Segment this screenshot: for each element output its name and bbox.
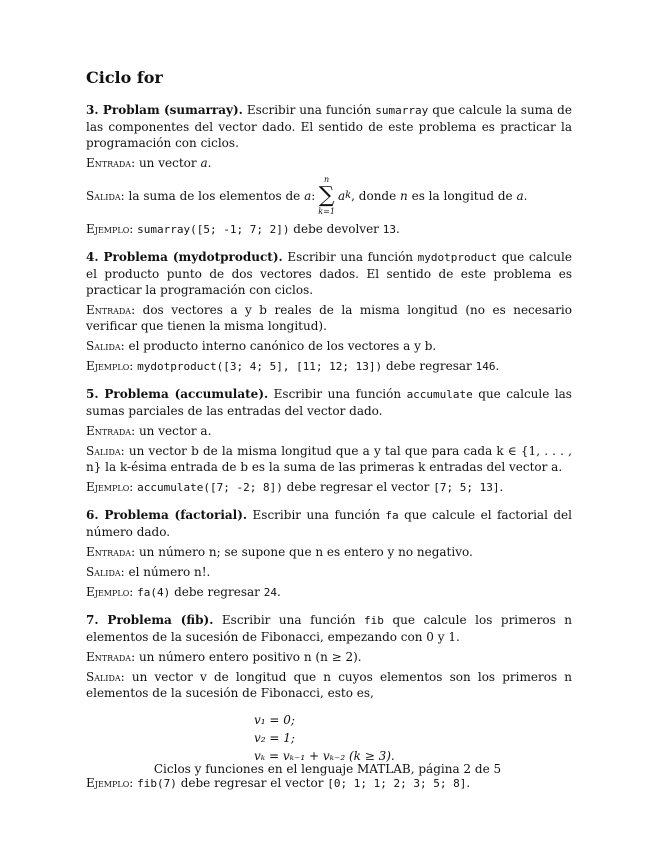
problem-5-intro-rest: que calcule las sumas parciales de las entradas del vector dado. xyxy=(86,387,572,418)
problem-5-function-name: accumulate xyxy=(406,388,473,401)
ejemplo-result: 146 xyxy=(475,360,496,373)
ejemplo-code: accumulate([7; -2; 8]) xyxy=(137,481,283,494)
problem-7-intro-rest: que calcule los primeros n elementos de la sucesión de Fibonacci, empezando con 0 y 1. xyxy=(86,613,572,644)
problem-6 xyxy=(86,507,572,601)
salida-label: Salida xyxy=(86,339,121,353)
ejemplo-code: fib(7) xyxy=(137,777,177,790)
problem-5-entrada xyxy=(86,423,572,439)
ejemplo-text: debe regresar xyxy=(386,359,472,373)
equation-v2: v₂ = 1; xyxy=(254,731,295,745)
problem-6-salida xyxy=(86,564,572,580)
salida-text: : un vector v de longitud que n cuyos elementos son los primeros n elementos de la sucesión de Fibonacci, esto es, xyxy=(86,670,572,700)
salida-label: Salida xyxy=(86,189,121,203)
ejemplo-text: debe regresar el vector xyxy=(180,776,324,790)
ejemplo-result: [0; 1; 1; 2; 3; 5; 8] xyxy=(327,777,467,790)
problem-6-function-name: fa xyxy=(385,509,399,522)
problem-4 xyxy=(86,249,572,375)
problem-4-ejemplo: Ejemplo: mydotproduct([3; 4; 5], [11; 12; 13]) debe regresar 146. xyxy=(86,359,500,373)
entrada-text: : un número entero positivo n (n ≥ 2). xyxy=(131,650,362,664)
sum-lower-limit: k=1 xyxy=(318,207,335,216)
salida-text-2: , donde xyxy=(351,189,397,203)
problem-7-title: 7. Problema (fib). xyxy=(86,613,214,627)
ejemplo-code: sumarray([5; -1; 7; 2]) xyxy=(137,223,290,236)
sum-term-sub: k xyxy=(345,190,352,201)
problem-7-entrada xyxy=(86,649,572,665)
problem-6-statement xyxy=(86,507,572,540)
problem-3-statement xyxy=(86,102,572,151)
problem-6-ejemplo: Ejemplo: fa(4) debe regresar 24. xyxy=(86,585,281,599)
equation-vk: vₖ = vₖ₋₁ + vₖ₋₂ (k ≥ 3). xyxy=(254,749,395,763)
problem-5-salida xyxy=(86,443,572,475)
ejemplo-label: Ejemplo xyxy=(86,585,130,599)
problem-3-intro: Escribir una función xyxy=(246,103,372,117)
problem-3 xyxy=(86,102,572,238)
ejemplo-code: mydotproduct([3; 4; 5], [11; 12; 13]) xyxy=(137,360,383,373)
entrada-label: Entrada xyxy=(86,650,132,664)
problem-3-ejemplo: Ejemplo: sumarray([5; -1; 7; 2]) debe devolver 13. xyxy=(86,222,400,236)
salida-label: Salida xyxy=(86,444,121,458)
problem-7-intro: Escribir una función xyxy=(221,613,356,627)
problem-6-intro: Escribir una función xyxy=(252,508,380,522)
sum-term: a xyxy=(337,189,346,203)
salida-text: : el número n!. xyxy=(120,565,211,579)
ejemplo-text: debe devolver xyxy=(293,222,379,236)
problem-7-ejemplo: Ejemplo: fib(7) debe regresar el vector [0; 1; 1; 2; 3; 5; 8]. xyxy=(86,776,471,790)
salida-text: : un vector b de la misma longitud que a y tal que para cada k ∈ {1, . . . , n} la k-ésima entrada de b es la suma de las primeras k entradas del vector a. xyxy=(86,444,572,474)
problem-6-title: 6. Problema (factorial). xyxy=(86,508,248,522)
entrada-label: Entrada xyxy=(86,303,132,317)
problem-6-entrada xyxy=(86,544,572,560)
summation-symbol xyxy=(318,175,335,217)
problem-5-ejemplo: Ejemplo: accumulate([7; -2; 8]) debe regresar el vector [7; 5; 13]. xyxy=(86,480,504,494)
sigma-glyph: ∑ xyxy=(318,183,335,208)
entrada-text: : dos vectores a y b reales de la misma longitud (no es necesario verificar que tienen la misma longitud). xyxy=(86,303,572,333)
problem-4-title: 4. Problema (mydotproduct). xyxy=(86,250,283,264)
problem-4-intro: Escribir una función xyxy=(287,250,414,264)
ejemplo-result: [7; 5; 13] xyxy=(433,481,500,494)
problem-6-intro-rest: que calcule el factorial del número dado. xyxy=(86,508,572,539)
problem-7-salida xyxy=(86,669,572,701)
ejemplo-code: fa(4) xyxy=(137,586,171,599)
problem-5-intro: Escribir una función xyxy=(273,387,402,401)
problem-4-intro-rest: que calcule el producto punto de dos vectores dados. El sentido de este problema es practicar la programación con ciclos. xyxy=(86,250,572,297)
problem-5-statement xyxy=(86,386,572,419)
salida-text: : el producto interno canónico de los vectores a y b. xyxy=(120,339,437,353)
ejemplo-text: debe regresar el vector xyxy=(286,480,430,494)
ejemplo-label: Ejemplo xyxy=(86,776,130,790)
problem-3-salida: Salida : la suma de los elementos de a : n ∑ k=1 a k , donde n es la longitud de a . xyxy=(86,175,528,216)
problem-4-salida xyxy=(86,338,572,354)
entrada-text: : un vector xyxy=(131,156,197,170)
problem-4-entrada xyxy=(86,302,572,334)
problem-5 xyxy=(86,386,572,496)
problem-3-function-name: sumarray xyxy=(375,104,429,117)
salida-text: : la suma de los elementos de xyxy=(120,189,301,203)
problem-3-intro-rest: que calcule la suma de las componentes del vector dado. El sentido de este problema es practicar la programación con ciclos. xyxy=(86,103,572,150)
entrada-label: Entrada xyxy=(86,156,132,170)
entrada-text: : un número n; se supone que n es entero y no negativo. xyxy=(131,545,473,559)
salida-var-end: a xyxy=(516,189,524,203)
ejemplo-result: 13 xyxy=(382,223,396,236)
salida-label: Salida xyxy=(86,565,121,579)
salida-var-n: n xyxy=(400,189,408,203)
entrada-label: Entrada xyxy=(86,424,132,438)
section-heading: Ciclo for xyxy=(86,68,163,87)
entrada-text: : un vector a. xyxy=(131,424,212,438)
entrada-var: a xyxy=(200,156,208,170)
ejemplo-label: Ejemplo xyxy=(86,359,130,373)
salida-var: a xyxy=(304,189,312,203)
entrada-label: Entrada xyxy=(86,545,132,559)
salida-label: Salida xyxy=(86,670,121,684)
equation-v1: v₁ = 0; xyxy=(254,713,295,727)
fibonacci-equations xyxy=(254,711,572,765)
problem-4-function-name: mydotproduct xyxy=(417,251,498,264)
problem-3-title: 3. Problam (sumarray). xyxy=(86,103,243,117)
ejemplo-label: Ejemplo xyxy=(86,480,130,494)
page-footer: Ciclos y funciones en el lenguaje MATLAB, página 2 de 5 xyxy=(153,762,502,776)
problem-5-title: 5. Problema (accumulate). xyxy=(86,387,269,401)
page-content xyxy=(86,68,572,803)
sum-upper-limit: n xyxy=(324,175,330,184)
problem-3-entrada: Entrada: un vector a. xyxy=(86,156,212,170)
ejemplo-text: debe regresar xyxy=(174,585,260,599)
ejemplo-label: Ejemplo xyxy=(86,222,130,236)
problem-4-statement xyxy=(86,249,572,298)
salida-text-3: es la longitud de xyxy=(411,189,513,203)
problem-7-statement xyxy=(86,612,572,645)
problem-7-function-name: fib xyxy=(364,614,384,627)
ejemplo-result: 24 xyxy=(263,586,277,599)
